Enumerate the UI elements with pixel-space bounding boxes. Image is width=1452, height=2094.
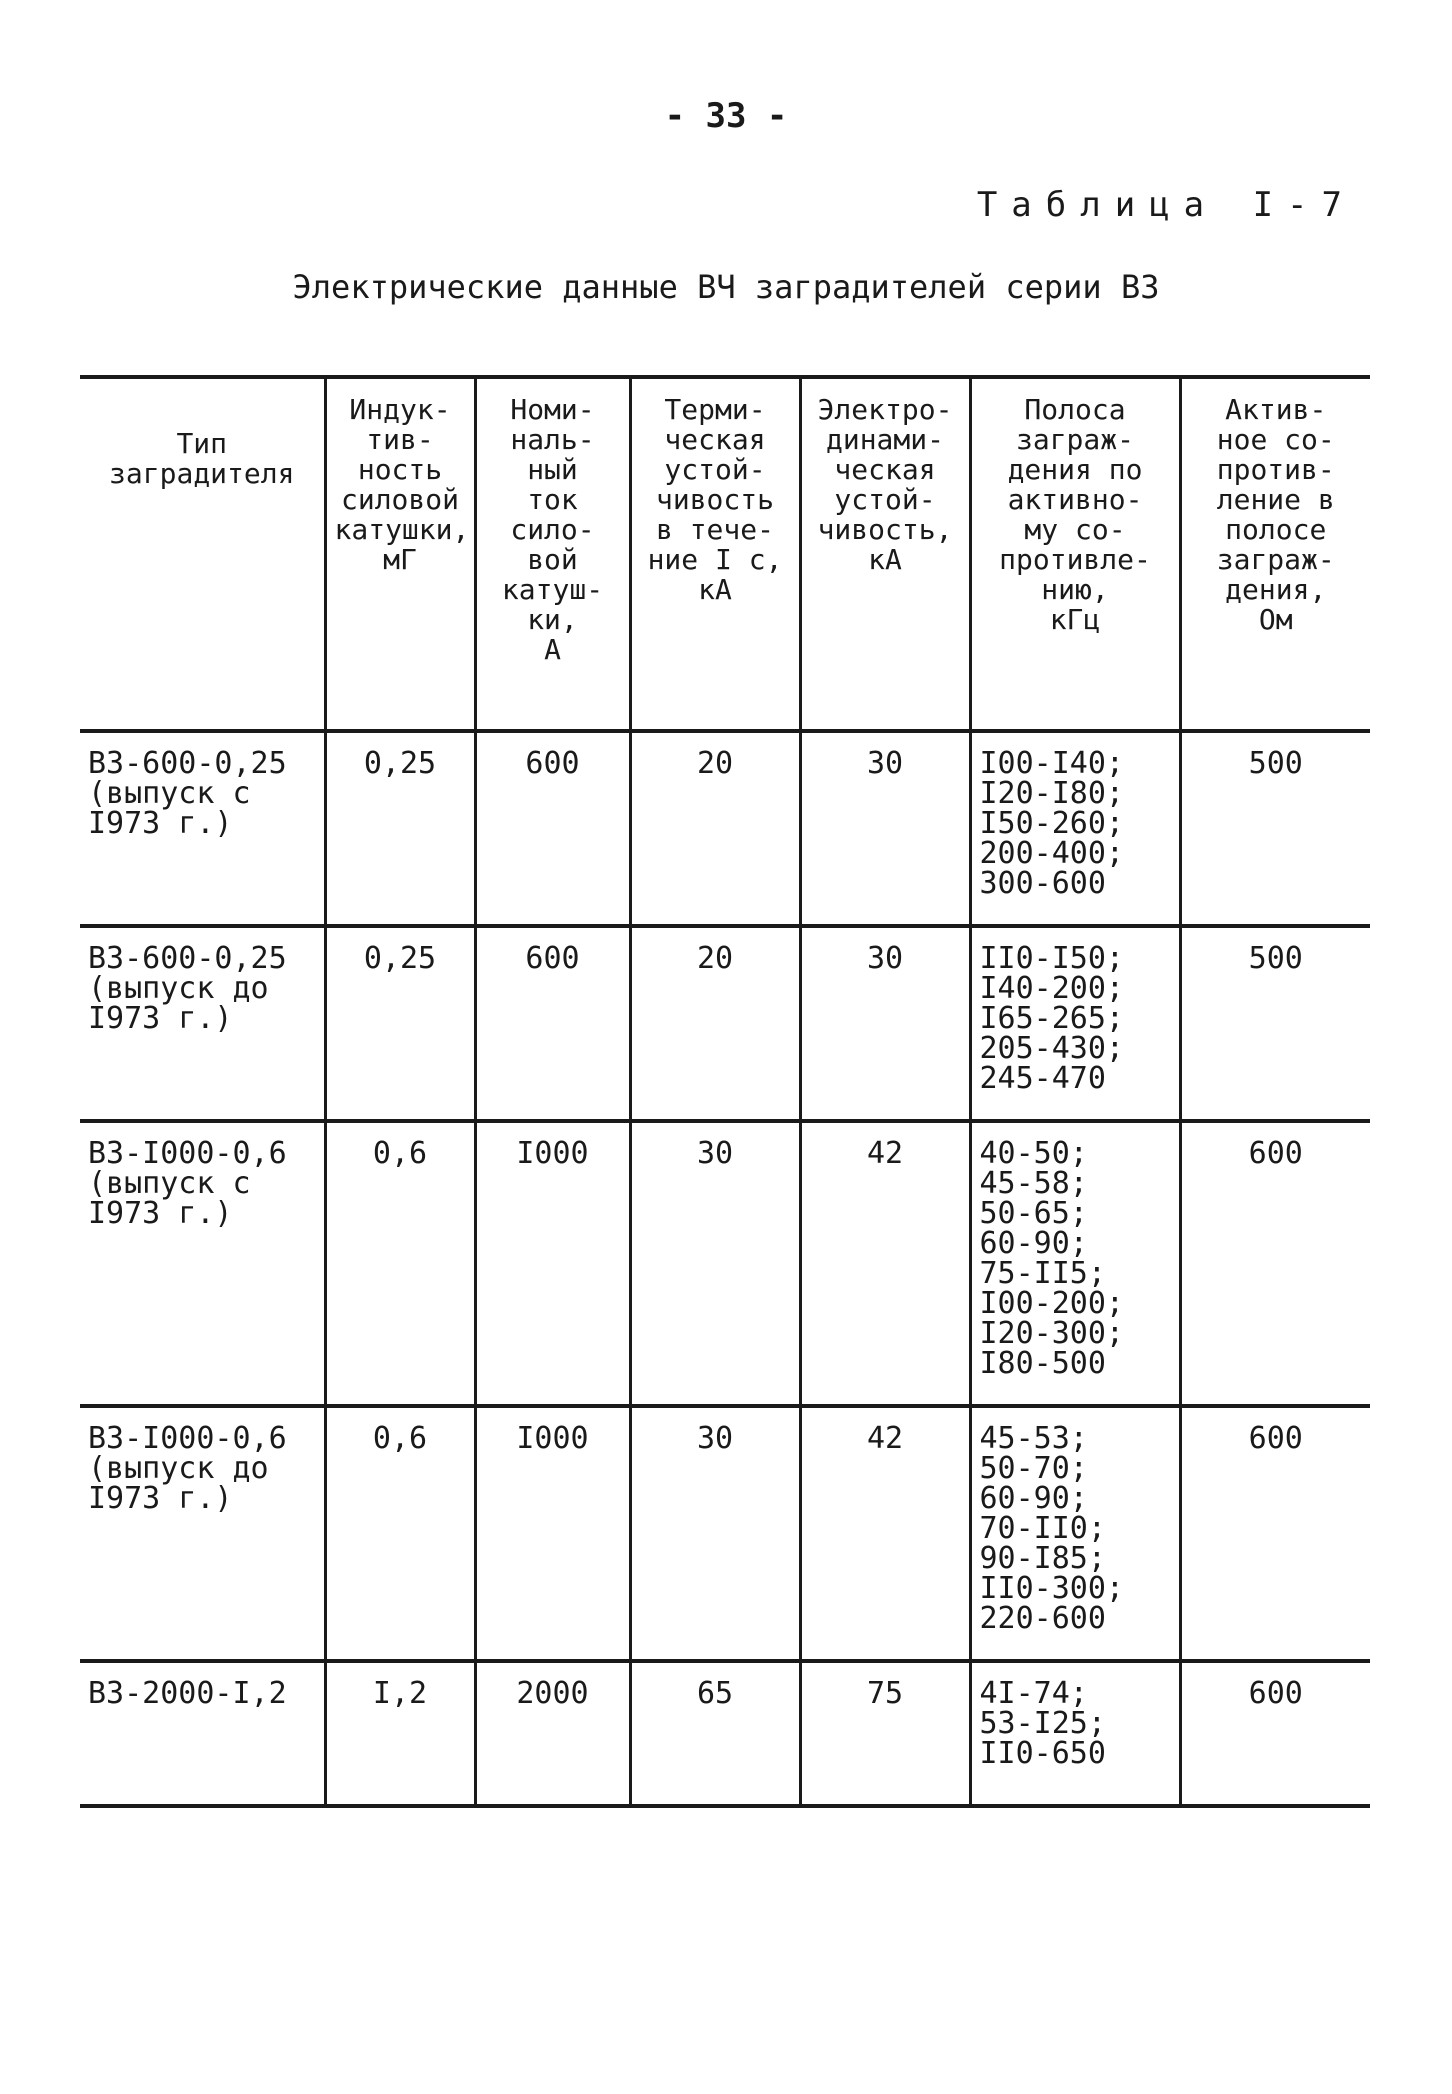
page-number: - 33 - (664, 96, 788, 136)
cell-band: II0-I50; I40-200; I65-265; 205-430; 245-470 (970, 926, 1180, 1121)
cell-electrodynamic: 42 (800, 1121, 970, 1406)
cell-inductance: 0,6 (325, 1121, 475, 1406)
cell-type: ВЗ-600-0,25 (выпуск с I973 г.) (88, 746, 287, 841)
table-row (80, 731, 1370, 926)
cell-current: I000 (475, 1121, 630, 1406)
cell-resistance: 500 (1180, 926, 1370, 1121)
cell-band: 45-53; 50-70; 60-90; 70-II0; 90-I85; II0-300; 220-600 (970, 1406, 1180, 1661)
header-type: Тип заградителя (109, 427, 295, 490)
cell-current: 600 (475, 731, 630, 926)
cell-thermal: 20 (630, 731, 800, 926)
header-resistance: Актив- ное со- против- ление в полосе заграж- дения, Ом (1180, 377, 1370, 731)
cell-thermal: 30 (630, 1121, 800, 1406)
cell-band: 4I-74; 53-I25; II0-650 (970, 1661, 1180, 1806)
header-band: Полоса заграж- дения по активно- му со- противле- нию, кГц (970, 377, 1180, 731)
cell-inductance: 0,6 (325, 1406, 475, 1661)
cell-band: I00-I40; I20-I80; I50-260; 200-400; 300-600 (970, 731, 1180, 926)
cell-inductance: 0,25 (325, 926, 475, 1121)
cell-current: 600 (475, 926, 630, 1121)
cell-type: ВЗ-I000-0,6 (выпуск до I973 г.) (88, 1421, 287, 1516)
table-row (80, 1661, 1370, 1806)
header-inductance: Индук- тив- ность силовой катушки, мГ (325, 377, 475, 731)
cell-inductance: 0,25 (325, 731, 475, 926)
cell-electrodynamic: 42 (800, 1406, 970, 1661)
table-row (80, 926, 1370, 1121)
table-label: Таблица I-7 (976, 185, 1356, 225)
cell-band: 40-50; 45-58; 50-65; 60-90; 75-II5; I00-200; I20-300; I80-500 (970, 1121, 1180, 1406)
cell-current: I000 (475, 1406, 630, 1661)
table-row (80, 1406, 1370, 1661)
cell-type: ВЗ-I000-0,6 (выпуск с I973 г.) (88, 1136, 287, 1231)
cell-type: ВЗ-600-0,25 (выпуск до I973 г.) (88, 941, 287, 1036)
header-electrodynamic: Электро- динами- ческая устой- чивость, кА (800, 377, 970, 731)
cell-electrodynamic: 30 (800, 731, 970, 926)
table-row (80, 1121, 1370, 1406)
table-header-row (80, 377, 1370, 731)
cell-thermal: 65 (630, 1661, 800, 1806)
cell-inductance: I,2 (325, 1661, 475, 1806)
cell-thermal: 30 (630, 1406, 800, 1661)
document-title: Электрические данные ВЧ заградителей серии ВЗ (292, 268, 1160, 306)
cell-thermal: 20 (630, 926, 800, 1121)
electrical-data-table (80, 375, 1370, 1808)
header-thermal: Терми- ческая устой- чивость в тече- ние I с, кА (630, 377, 800, 731)
cell-electrodynamic: 30 (800, 926, 970, 1121)
cell-current: 2000 (475, 1661, 630, 1806)
cell-resistance: 500 (1180, 731, 1370, 926)
cell-electrodynamic: 75 (800, 1661, 970, 1806)
header-current: Номи- наль- ный ток сило- вой катуш- ки, А (475, 377, 630, 731)
cell-resistance: 600 (1180, 1661, 1370, 1806)
cell-resistance: 600 (1180, 1406, 1370, 1661)
cell-resistance: 600 (1180, 1121, 1370, 1406)
cell-type: ВЗ-2000-I,2 (88, 1676, 287, 1711)
